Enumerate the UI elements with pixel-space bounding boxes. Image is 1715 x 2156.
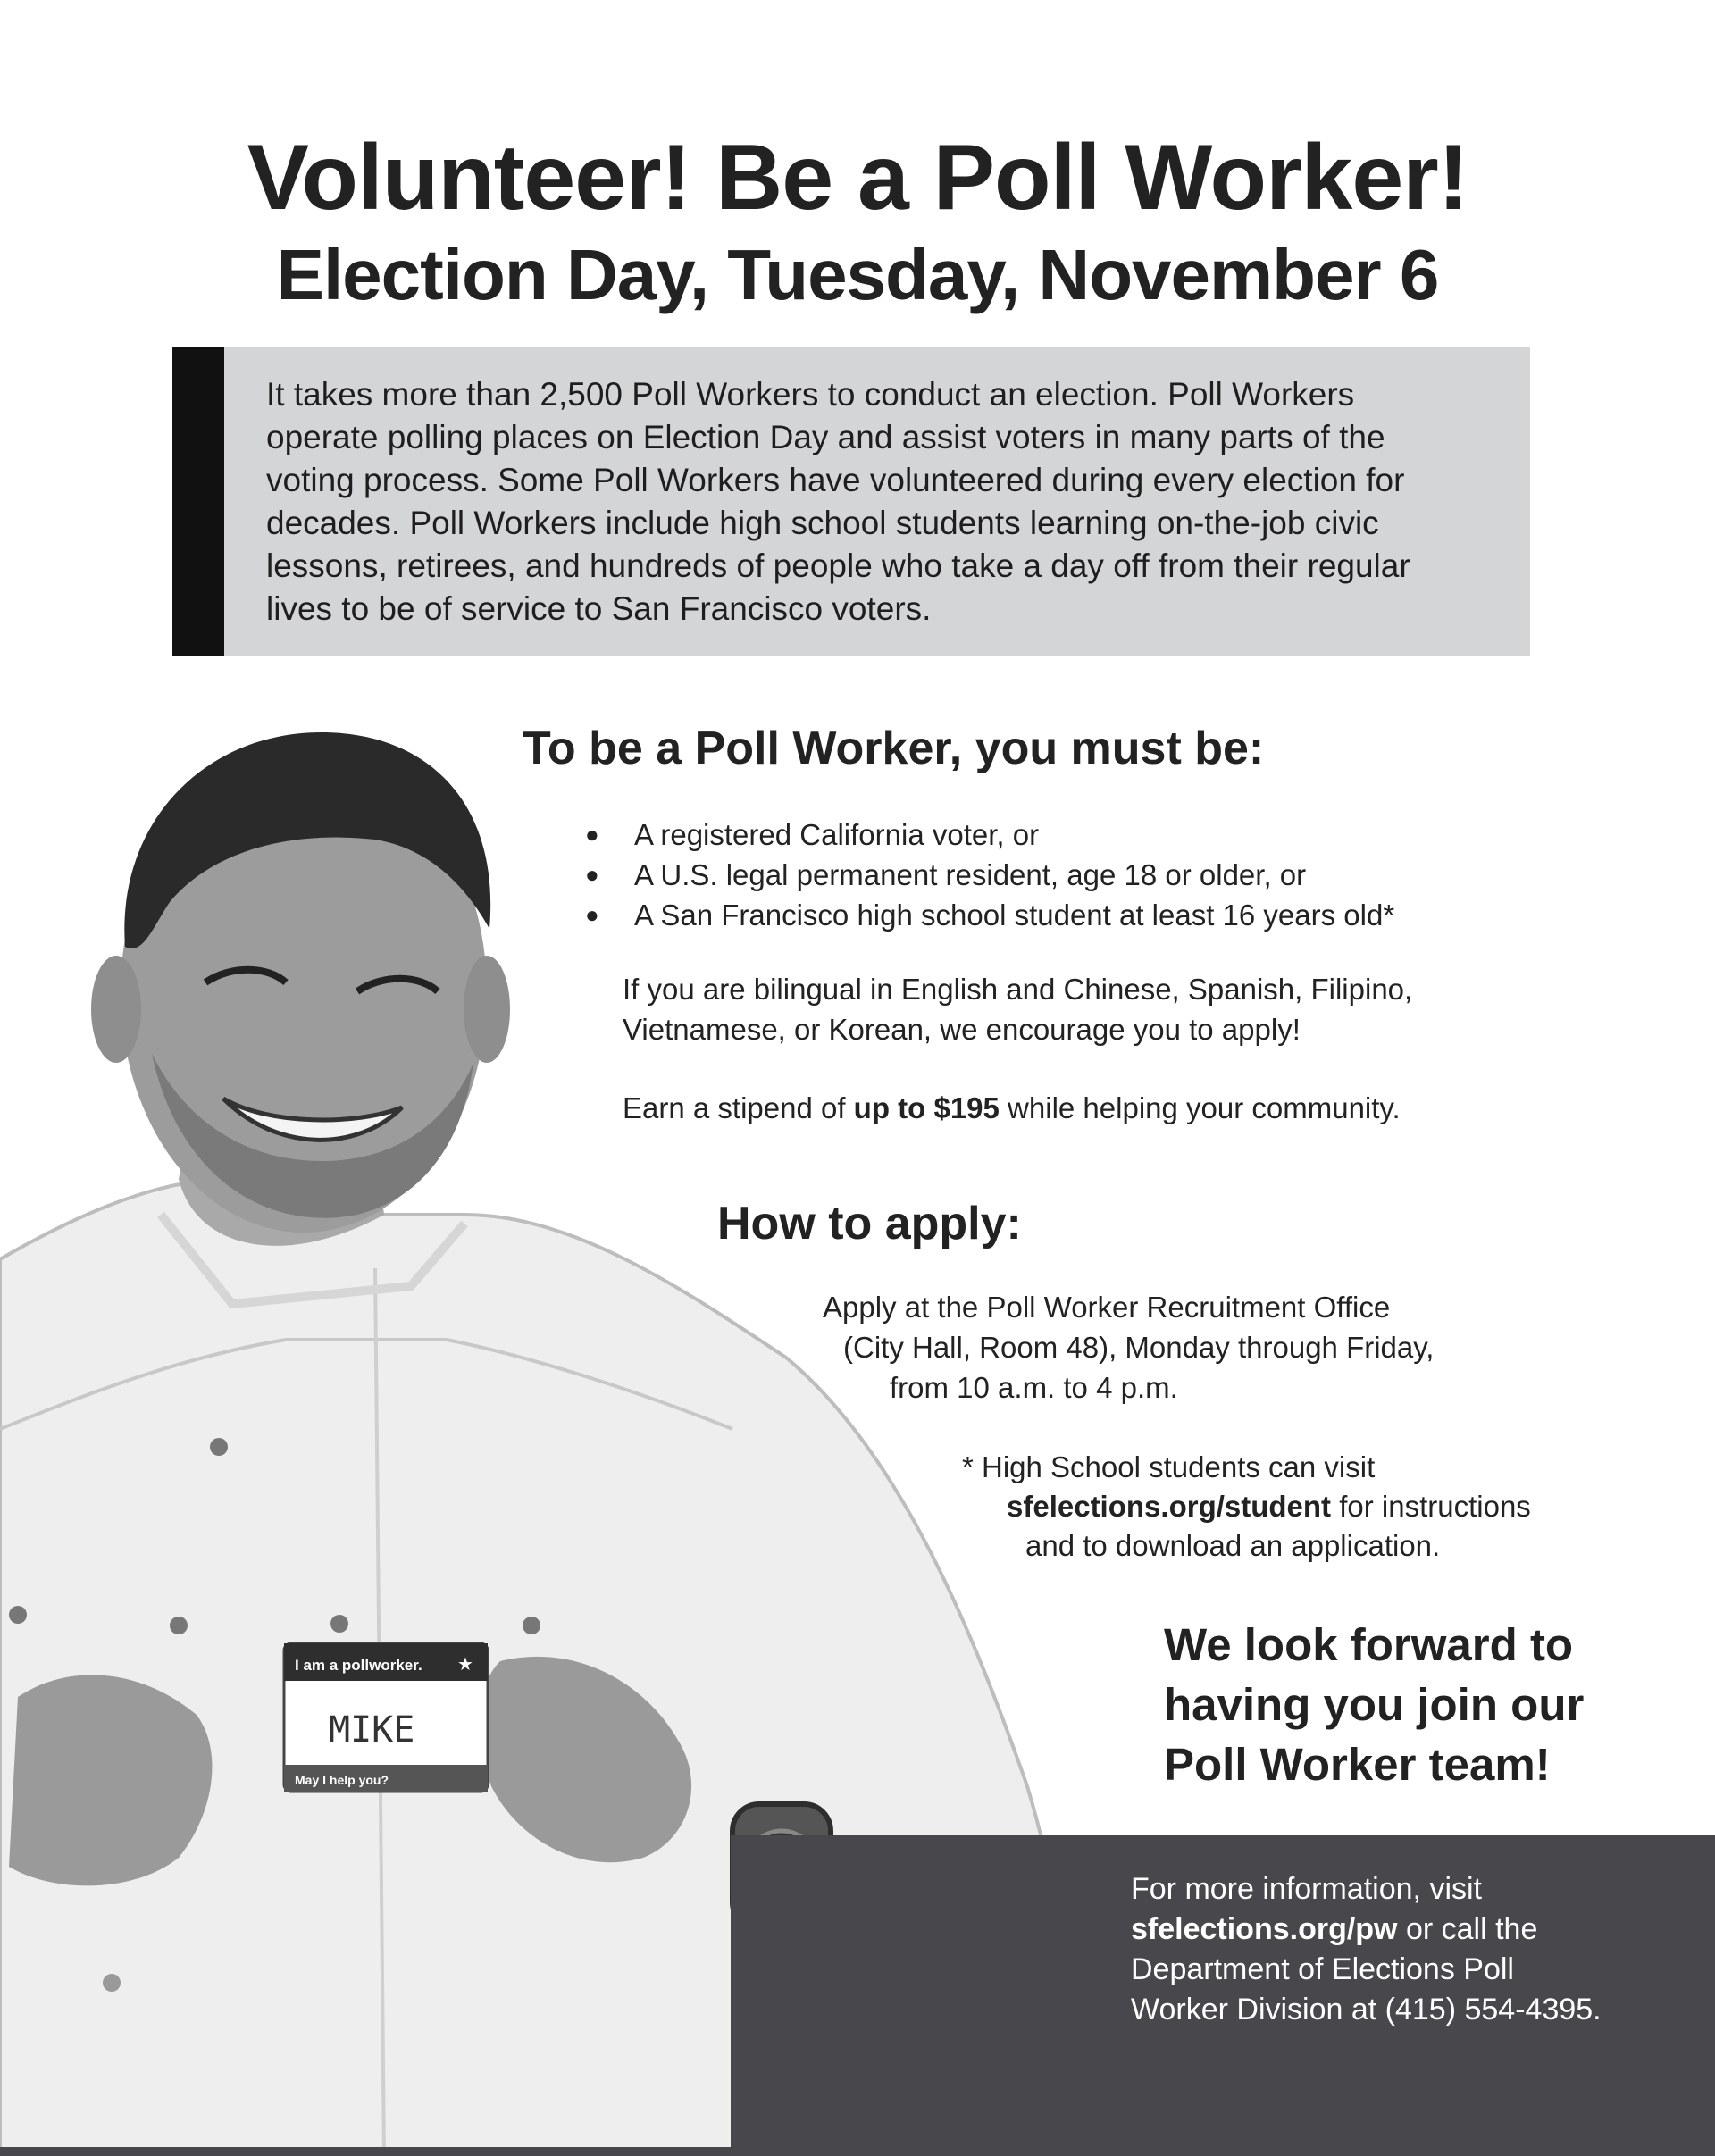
info-line: Department of Elections Poll bbox=[1131, 1952, 1514, 1986]
bilingual-note bbox=[623, 969, 1534, 1049]
badge-top-text: I am a pollworker. bbox=[295, 1657, 422, 1674]
intro-line: operate polling places on Election Day and assist voters in many parts of the bbox=[266, 419, 1385, 455]
how-to-apply-title: How to apply: bbox=[717, 1198, 1022, 1249]
bilingual-line: If you are bilingual in English and Chinese, Spanish, Filipino, bbox=[623, 973, 1413, 1006]
stipend-amount: up to $195 bbox=[853, 1091, 1000, 1124]
intro-line: lessons, retirees, and hundreds of people who take a day off from their regular bbox=[266, 547, 1410, 584]
requirement-item: ● A registered California voter, or bbox=[585, 815, 1394, 855]
bilingual-line: Vietnamese, or Korean, we encourage you to apply! bbox=[623, 1013, 1301, 1046]
closing-message bbox=[1164, 1615, 1664, 1794]
requirement-item: ● A U.S. legal permanent resident, age 18 or older, or bbox=[585, 855, 1394, 895]
info-line: For more information, visit bbox=[1131, 1872, 1482, 1906]
page-title: Volunteer! Be a Poll Worker! bbox=[247, 126, 1468, 230]
requirements-list bbox=[585, 815, 1394, 935]
name-badge bbox=[284, 1643, 488, 1792]
intro-accent-bar bbox=[172, 347, 224, 656]
apply-line: from 10 a.m. to 4 p.m. bbox=[890, 1371, 1178, 1404]
student-link[interactable]: sfelections.org/student bbox=[1007, 1490, 1332, 1523]
footer-divider bbox=[0, 2147, 1715, 2156]
high-school-note-line bbox=[1007, 1486, 1531, 1526]
requirements-title: To be a Poll Worker, you must be: bbox=[523, 723, 1265, 774]
requirement-item: ● A San Francisco high school student at least 16 years old* bbox=[585, 895, 1394, 935]
stipend-pre: Earn a stipend of bbox=[623, 1091, 854, 1124]
info-box bbox=[731, 1835, 1715, 2156]
badge-name-text: MIKE bbox=[329, 1709, 415, 1751]
stipend-post: while helping your community. bbox=[999, 1091, 1401, 1124]
high-school-note-line: * High School students can visit bbox=[962, 1450, 1376, 1483]
stipend-note bbox=[623, 1088, 1401, 1128]
info-line: Worker Division at (415) 554-4395. bbox=[1131, 1993, 1602, 2026]
intro-box bbox=[172, 347, 1530, 656]
apply-line: Apply at the Poll Worker Recruitment Office bbox=[823, 1291, 1391, 1324]
info-line2-post: or call the bbox=[1397, 1912, 1538, 1946]
info-text bbox=[1131, 1869, 1685, 2030]
closing-line: having you join our bbox=[1164, 1679, 1585, 1730]
intro-line: voting process. Some Poll Workers have volunteered during every election for bbox=[266, 462, 1405, 498]
intro-line: It takes more than 2,500 Poll Workers to conduct an election. Poll Workers bbox=[266, 376, 1355, 413]
high-school-note-line: and to download an application. bbox=[1025, 1529, 1441, 1562]
badge-star-icon: ★ bbox=[457, 1655, 473, 1675]
page-subtitle: Election Day, Tuesday, November 6 bbox=[276, 235, 1439, 314]
pw-link[interactable]: sfelections.org/pw bbox=[1131, 1912, 1398, 1946]
badge-bottom-text: May I help you? bbox=[295, 1773, 389, 1787]
intro-line: decades. Poll Workers include high school students learning on-the-job civic bbox=[266, 505, 1379, 541]
intro-line: lives to be of service to San Francisco voters. bbox=[266, 590, 932, 627]
closing-line: Poll Worker team! bbox=[1164, 1739, 1551, 1790]
closing-line: We look forward to bbox=[1164, 1619, 1574, 1670]
info-line bbox=[1131, 1909, 1685, 1950]
intro-text bbox=[266, 373, 1508, 631]
apply-line: (City Hall, Room 48), Monday through Friday, bbox=[843, 1331, 1435, 1364]
hs-line2-post: for instructions bbox=[1331, 1490, 1531, 1523]
